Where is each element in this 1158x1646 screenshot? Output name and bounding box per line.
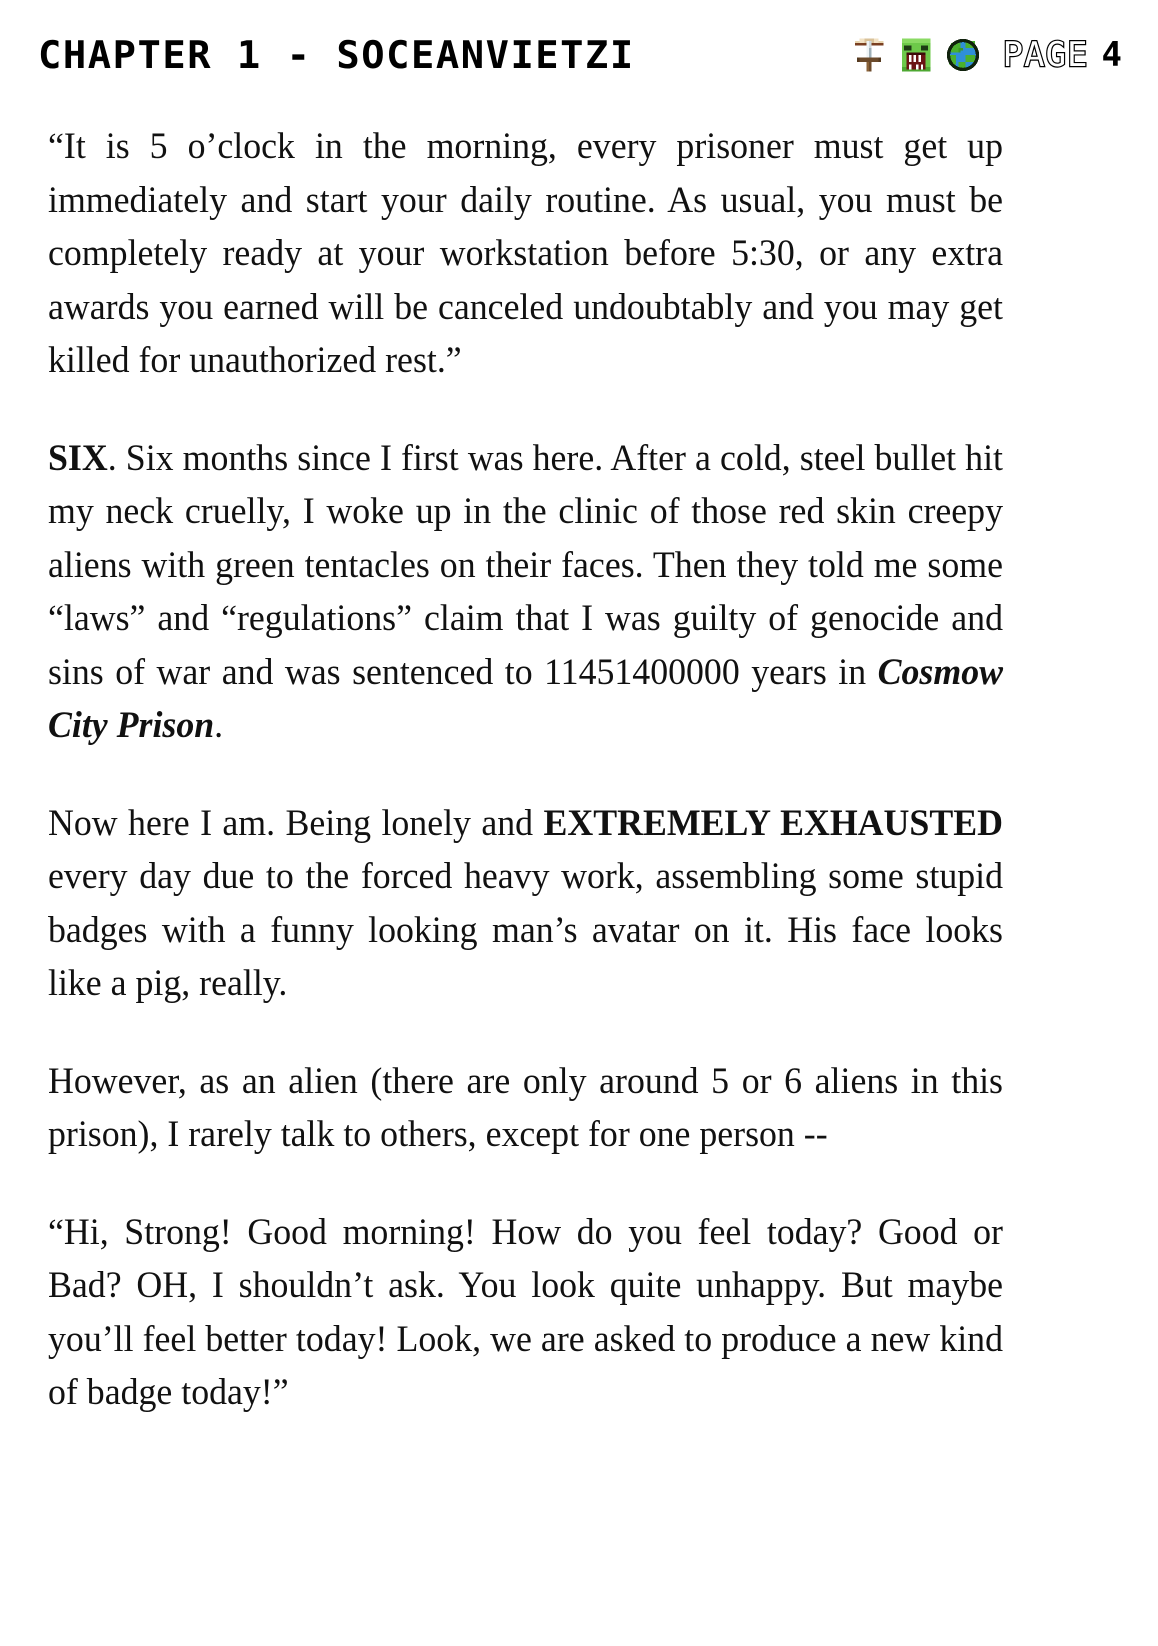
paragraph-3-run-tail: every day due to the forced heavy work, assembling some stupid badges with a funny looking man’s avatar on it. His face looks like a pig, really. (48, 856, 1003, 1004)
chapter-title: CHAPTER 1 - SOCEANVIETZI (38, 33, 635, 77)
paragraph-3-run-bold-exhausted: EXTREMELY EXHAUSTED (543, 802, 1003, 844)
page-body (48, 120, 1048, 1420)
page-label: PAGE (1002, 35, 1089, 75)
pickaxe-icon (850, 33, 888, 77)
creeper-face-icon (897, 33, 935, 77)
earth-globe-icon (944, 33, 982, 77)
paragraph-4: However, as an alien (there are only around 5 or 6 aliens in this prison), I rarely talk to others, except for one person -- (48, 1060, 1003, 1155)
header-right-group (850, 33, 1122, 77)
paragraph-3 (48, 797, 1003, 1011)
paragraph-2-run-prison-name: Cosmow City Prison (48, 651, 1003, 746)
paragraph-2 (48, 432, 1003, 753)
paragraph-2-run-period: . (214, 705, 224, 746)
paragraph-2-run-body: . Six months since I first was here. After a cold, steel bullet hit my neck cruelly, I woke up in the clinic of those red skin creepy aliens with green tentacles on their faces. Then they told me some “laws” and “regulations” claim that I was guilty of genocide and sins of war and was sentenced to 11451400000 years in (48, 437, 1003, 693)
paragraph-3-run-lead: Now here I am. Being lonely and (48, 802, 544, 844)
page-number: 4 (1101, 35, 1122, 75)
page-header (38, 26, 1122, 84)
paragraph-1: “It is 5 o’clock in the morning, every prisoner must get up immediately and start your daily routine. As usual, you must be completely ready at your workstation before 5:30, or any extra awards you earned will be canceled undoubtably and you may get killed for unauthorized rest.” (48, 126, 1003, 381)
paragraph-5: “Hi, Strong! Good morning! How do you feel today? Good or Bad? OH, I shouldn’t ask. You look quite unhappy. But maybe you’ll feel better today! Look, we are asked to produce a new kind of badge today!” (48, 1211, 1003, 1413)
paragraph-2-run-bold-six: SIX (48, 437, 108, 479)
